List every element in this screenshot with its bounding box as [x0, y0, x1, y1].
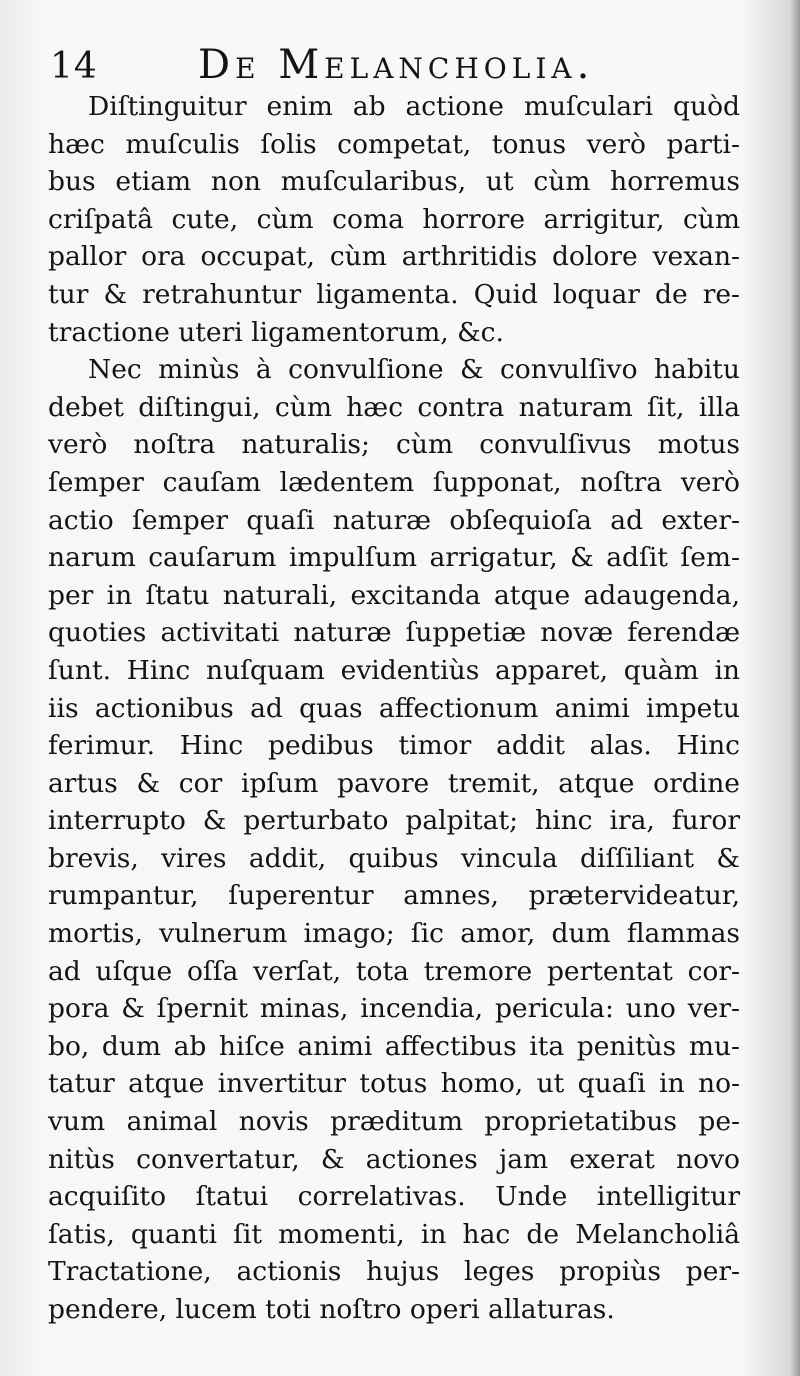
text-line: pora & ſpernit minas, incendia, pericula: uno ver-: [48, 993, 740, 1025]
text-line: tur & retrahuntur ligamenta. Quid loquar de re-: [48, 278, 740, 310]
text-line: pallor ora occupat, cùm arthritidis dolore vexan-: [48, 241, 740, 273]
page-header: [50, 38, 760, 88]
text-line: brevis, vires addit, quibus vincula diſſiliant &: [48, 842, 740, 874]
text-line: Nec minùs à convulſione & convulſivo habitu: [88, 354, 740, 386]
text-line: interrupto & perturbato palpitat; hinc ira, furor: [48, 805, 740, 837]
text-line: ferimur. Hinc pedibus timor addit alas. Hinc: [48, 730, 740, 762]
text-line: Diſtinguitur enim ab actione muſculari quòd: [88, 91, 740, 122]
body-text: [48, 88, 740, 1329]
text-line: per in ſtatu naturali, excitanda atque adaugenda,: [48, 579, 740, 611]
text-line: artus & cor ipſum pavore tremit, atque ordine: [48, 767, 740, 799]
text-line: Tractatione, actionis hujus leges propiùs per-: [48, 1256, 740, 1288]
text-line: ſatis, quanti ſit momenti, in hac de Melancholiâ: [48, 1218, 740, 1250]
text-line: pendere, lucem toti noſtro operi allaturas.: [48, 1294, 615, 1325]
paragraph: [48, 88, 740, 351]
text-line: vum animal novis præditum proprietatibus pe-: [48, 1106, 740, 1138]
text-line: verò noſtra naturalis; cùm convulſivus motus: [48, 429, 740, 461]
text-line: quoties activitati naturæ ſuppetiæ novæ ferendæ: [48, 617, 740, 649]
text-line: rumpantur, ſuperentur amnes, prætervideatur,: [48, 880, 740, 912]
paragraph: [48, 351, 740, 1328]
page-number: 14: [50, 46, 98, 87]
text-line: debet diſtingui, cùm hæc contra naturam ſit, illa: [48, 391, 740, 423]
text-line: actio ſemper quaſi naturæ obſequioſa ad exter-: [48, 504, 740, 536]
text-line: criſpatâ cute, cùm coma horrore arrigitur, cùm: [48, 203, 740, 235]
text-line: mortis, vulnerum imago; ſic amor, dum flammas: [48, 918, 740, 950]
text-line: bus etiam non muſcularibus, ut cùm horremus: [48, 166, 740, 198]
text-line: iis actionibus ad quas affectionum animi impetu: [48, 692, 740, 724]
text-line: bo, dum ab hiſce animi affectibus ita penitùs mu-: [48, 1030, 740, 1062]
text-line: acquiſito ſtatui correlativas. Unde intelligitur: [48, 1181, 740, 1213]
text-line: ad uſque oſſa verſat, tota tremore pertentat cor-: [48, 955, 740, 987]
text-line: tatur atque invertitur totus homo, ut quaſi in no-: [48, 1068, 740, 1100]
running-title: De Melancholia.: [198, 42, 595, 88]
text-line: nitùs convertatur, & actiones jam exerat novo: [48, 1143, 740, 1175]
text-line: ſemper cauſam lædentem ſupponat, noſtra verò: [48, 466, 740, 498]
text-line: hæc muſculis ſolis competat, tonus verò parti-: [48, 128, 740, 160]
text-line: tractione uteri ligamentorum, &c.: [48, 316, 504, 348]
text-line: ſunt. Hinc nuſquam evidentiùs apparet, quàm in: [48, 654, 740, 686]
text-line: narum cauſarum impulſum arrigatur, & adſit ſem-: [48, 542, 740, 574]
